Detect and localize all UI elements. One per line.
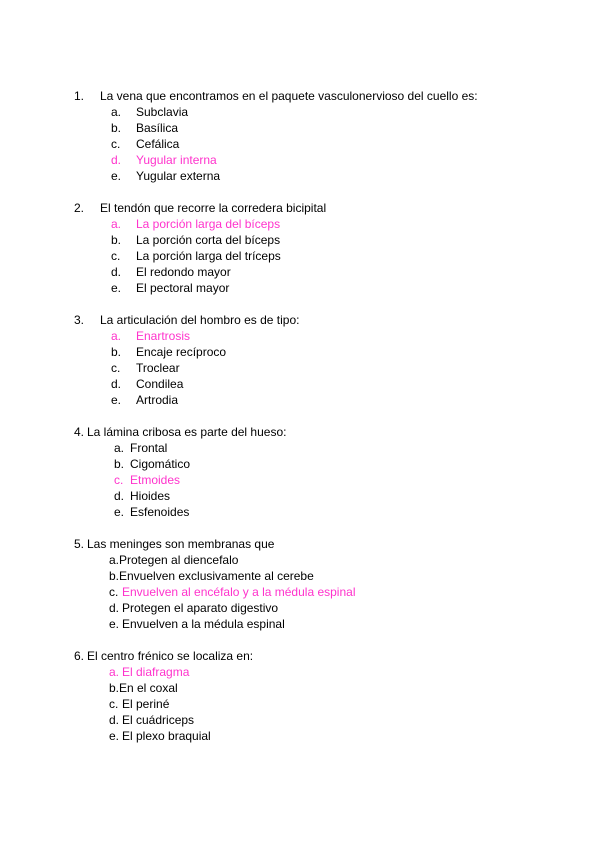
correct-option-text: Envuelven al encéfalo y a la médula espinal — [122, 585, 356, 599]
option-letter: c. — [111, 249, 121, 263]
option-letter: d. — [111, 377, 122, 391]
option-text: El redondo mayor — [136, 265, 231, 279]
option-text: Frontal — [130, 441, 168, 455]
option-letter: b. — [114, 457, 125, 471]
option-letter: b. — [109, 681, 120, 695]
option-letter: e. — [114, 505, 125, 519]
option-text: La porción corta del bíceps — [136, 233, 281, 247]
option-letter: c. — [109, 585, 119, 599]
option-text: El periné — [122, 697, 170, 711]
option-text: En el coxal — [119, 681, 178, 695]
option-text: Hioides — [130, 489, 171, 503]
option-letter: c. — [111, 137, 121, 151]
correct-option-text: Enartrosis — [136, 329, 191, 343]
option-letter: e. — [109, 729, 120, 743]
option-text: Cefálica — [136, 137, 180, 151]
correct-option-text: El diafragma — [122, 665, 190, 679]
question-text: La articulación del hombro es de tipo: — [100, 313, 300, 327]
correct-option-text: Yugular interna — [136, 153, 217, 167]
correct-option-letter: c. — [114, 473, 124, 487]
question-text: El centro frénico se localiza en: — [87, 649, 254, 663]
option-text: Protegen al diencefalo — [119, 553, 239, 567]
option-text: El pectoral mayor — [136, 281, 230, 295]
question-text: La lámina cribosa es parte del hueso: — [87, 425, 287, 439]
option-text: Artrodia — [136, 393, 179, 407]
option-text: El cuádriceps — [122, 713, 195, 727]
question-text: Las meninges son membranas que — [87, 537, 275, 551]
option-text: Envuelven a la médula espinal — [122, 617, 285, 631]
option-letter: d. — [109, 713, 120, 727]
option-text: Encaje recíproco — [136, 345, 227, 359]
question-text: La vena que encontramos en el paquete vasculonervioso del cuello es: — [100, 89, 478, 103]
option-text: Subclavia — [136, 105, 189, 119]
option-letter: d. — [111, 265, 122, 279]
option-letter: b. — [111, 233, 122, 247]
correct-option-text: La porción larga del bíceps — [136, 217, 281, 231]
correct-option-text: Etmoides — [130, 473, 181, 487]
option-letter: e. — [111, 169, 122, 183]
option-letter: b. — [111, 345, 122, 359]
option-text: Basílica — [136, 121, 179, 135]
option-text: Yugular externa — [136, 169, 221, 183]
option-letter: a. — [109, 553, 120, 567]
option-letter: e. — [109, 617, 120, 631]
question-number: 3. — [74, 313, 85, 327]
question-text: El tendón que recorre la corredera bicipital — [100, 201, 327, 215]
option-letter: a. — [114, 441, 125, 455]
option-text: El plexo braquial — [122, 729, 211, 743]
option-letter: d. — [114, 489, 125, 503]
option-letter: e. — [111, 281, 122, 295]
correct-option-letter: a. — [109, 665, 120, 679]
option-letter: c. — [111, 361, 121, 375]
option-text: Troclear — [136, 361, 180, 375]
option-text: Cigomático — [130, 457, 191, 471]
option-text: Envuelven exclusivamente al cerebe — [119, 569, 314, 583]
question-number: 4. — [74, 425, 85, 439]
option-letter: b. — [111, 121, 122, 135]
correct-option-letter: a. — [111, 217, 122, 231]
option-text: La porción larga del tríceps — [136, 249, 281, 263]
option-letter: b. — [109, 569, 120, 583]
option-letter: c. — [109, 697, 119, 711]
option-letter: a. — [111, 105, 122, 119]
option-text: Protegen el aparato digestivo — [122, 601, 279, 615]
question-number: 1. — [74, 89, 85, 103]
correct-option-letter: d. — [111, 153, 122, 167]
question-number: 6. — [74, 649, 85, 663]
question-number: 5. — [74, 537, 85, 551]
option-letter: d. — [109, 601, 120, 615]
option-letter: e. — [111, 393, 122, 407]
option-text: Condilea — [136, 377, 184, 391]
question-number: 2. — [74, 201, 85, 215]
correct-option-letter: a. — [111, 329, 122, 343]
option-text: Esfenoides — [130, 505, 190, 519]
